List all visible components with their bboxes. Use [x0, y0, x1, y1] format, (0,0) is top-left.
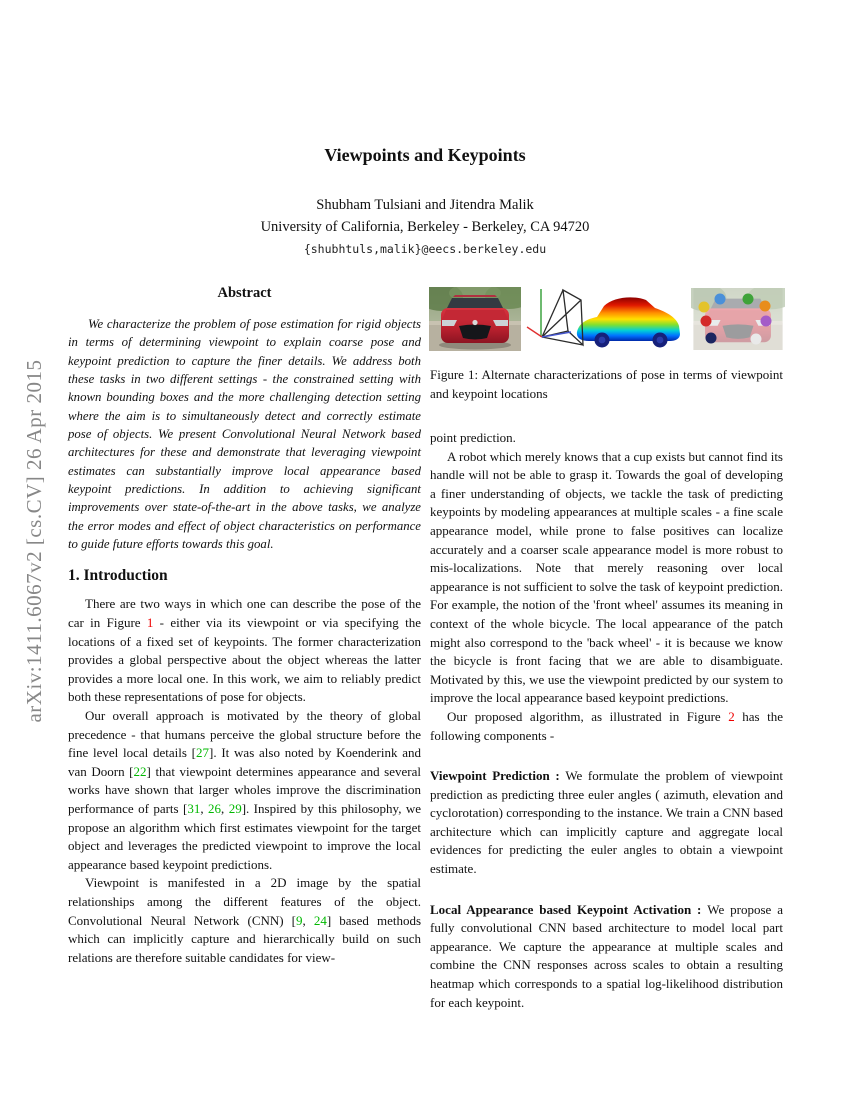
paper-authors: Shubham Tulsiani and Jitendra Malik — [316, 197, 534, 213]
keypoint-dot-7 — [751, 333, 762, 344]
paragraph-viewpoint-prediction: Viewpoint Prediction : We formulate the problem of viewpoint prediction as predicting three euler angles ( azimuth, elevation and cyclorotation) corresponding to the instance. We train a CNN based architecture which can implicitly capture and aggregate local evidences for predicting the euler angles to obtain a viewpoint estimate. — [430, 768, 783, 877]
figure1-images — [430, 285, 783, 353]
right-column — [430, 285, 783, 1012]
paper-email: {shubhtuls,malik}@eecs.berkeley.edu — [303, 242, 547, 256]
keypoint-dot-1 — [714, 294, 725, 305]
keypoint-dot-4 — [701, 316, 712, 327]
paper-title: Viewpoints and Keypoints — [324, 145, 526, 165]
intro-paragraph-3: Viewpoint is manifested in a 2D image by the spatial relationships among the different features of the object. Convolutional Neural Network (CNN) [9, 24] based methods which can implicitly capture and hierarchically build on such relations are therefore suitable candidates for view- — [68, 875, 422, 965]
figure-1 — [430, 285, 783, 403]
keypoint-dot-5 — [760, 316, 771, 327]
paper-header — [0, 145, 850, 256]
intro-paragraph-2: Our overall approach is motivated by the theory of global precedence - that humans perceive the global structure before the fine level local details [27]. It was also noted by Koenderink and van Doorn [22] that viewpoint determines appearance and several works have shown that larger wholes improve the discrimination performance of parts [31, 26, 29]. Inspired by this philosophy, we propose an algorithm which first estimates viewpoint for the target object and leverages the predicted viewpoint to improve the local appearance based keypoint predictions. — [68, 708, 422, 872]
intro-paragraph-1: There are two ways in which one can describe the pose of the car in Figure 1 - either via its viewpoint or via specifying the locations of a fixed set of keypoints. The former characterization provides a global perspective about the object whereas the latter provides a more local one. In this work, we aim to reliably predict both these representations of pose for objects. — [68, 596, 421, 705]
right-paragraph-robot: A robot which merely knows that a cup exists but cannot find its handle will not be able to grasp it. Towards the goal of developing a finer understanding of objects, we tackle the task of predicting keypoints by modeling appearances at multiple scales - a fine scale appearance model, while prone to false positives can localize accurately and a coarser scale appearance model is more robust to mis-localizations. Note that merely reasoning over local appearance is not sufficient to solve the task of keypoint prediction. For example, the notion of the 'front wheel' assumes its meaning in context of the whole bicycle. The local appearance of the patch might also correspond to the 'back wheel' - it is because we know the bicycle is front facing that we are able to disambiguate. Motivated by this, we use the viewpoint predicted by our system to improve the local appearance based keypoint predictions. — [430, 448, 783, 706]
figure1-keypoint-photo — [691, 288, 785, 350]
keypoint-dot-3 — [759, 300, 770, 311]
paper-affiliation: University of California, Berkeley - Berkeley, CA 94720 — [260, 219, 590, 235]
figure1-viewpoint-render — [525, 285, 687, 353]
right-paragraph-algorithm: Our proposed algorithm, as illustrated in Figure 2 has the following components - — [430, 708, 783, 743]
section-heading-introduction: 1. Introduction — [68, 567, 168, 585]
figure1-car-photo — [429, 287, 521, 351]
keypoint-dots — [691, 288, 785, 350]
abstract-text: We characterize the problem of pose estimation for rigid objects in terms of determining viewpoint to explain coarse pose and keypoint prediction to capture the finer details. We address both these tasks in two different settings - the constrained setting with known bounding boxes and the more challenging detection setting where the aim is to simultaneously detect and correctly estimate pose of objects. We present Convolutional Neural Network based architectures for these and demonstrate that leveraging viewpoint estimates can substantially improve local appearance based keypoint predictions. In addition to achieving significant improvements over state-of-the-art in the above tasks, we analyze the error modes and effect of object characteristics on performance to guide future efforts towards this goal. — [68, 317, 421, 552]
right-paragraph-continuation: point prediction. — [430, 430, 516, 445]
keypoint-dot-2 — [742, 294, 753, 305]
left-column — [68, 285, 421, 967]
arxiv-label: arXiv:1411.6067v2 [cs.CV] 26 Apr 2015 — [22, 359, 46, 723]
abstract-heading: Abstract — [217, 285, 272, 301]
paragraph-keypoint-activation: Local Appearance based Keypoint Activation : We propose a fully convolutional CNN based architecture to model local part appearance. We capture the appearance at multiple scales and combine the CNN responses across scales to obtain a resulting heatmap which corresponds to a spatial log-likelihood distribution for each keypoint. — [430, 901, 783, 1010]
keypoint-dot-6 — [706, 332, 717, 343]
keypoint-dot-0 — [698, 301, 709, 312]
figure1-caption: Figure 1: Alternate characterizations of pose in terms of viewpoint and keypoint locations — [430, 367, 783, 401]
